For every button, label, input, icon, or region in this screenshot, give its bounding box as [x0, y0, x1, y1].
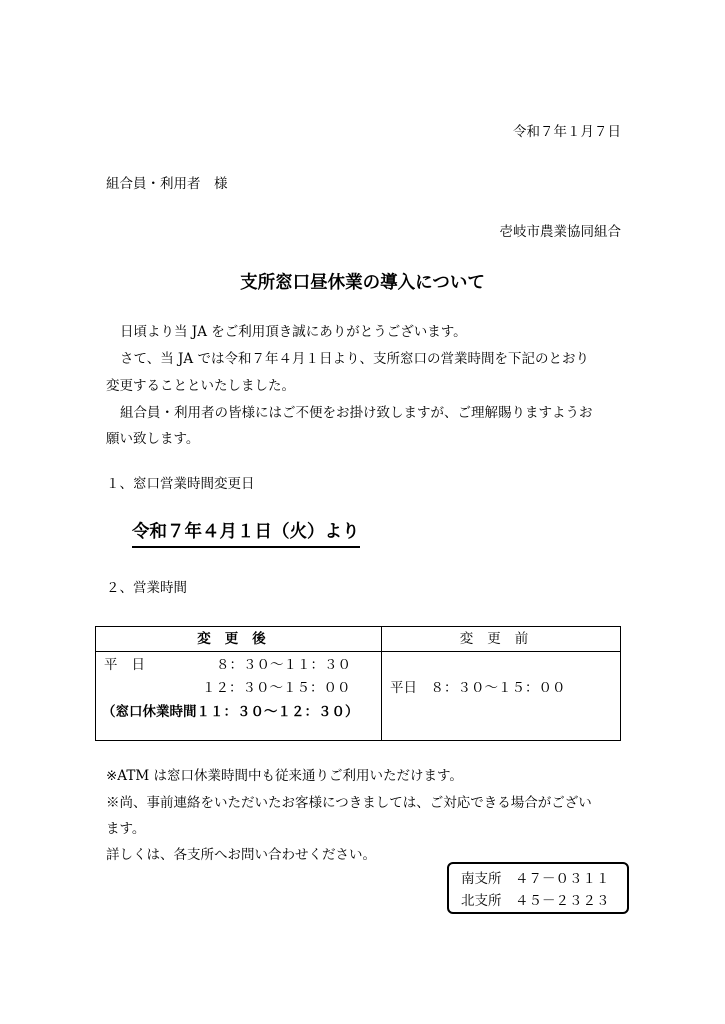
after-afternoon-hours: １２：３０～１５：００ — [202, 680, 351, 696]
note-advance-contact: ※尚、事前連絡をいただいたお客様につきましては、ご対応できる場合がござい — [106, 795, 592, 811]
before-change-hours: 平日 ８：３０～１５：００ — [390, 680, 566, 696]
header-before-change: 変更前 — [459, 631, 543, 647]
weekday-label: 平日 — [104, 657, 159, 673]
sender-organization: 壱岐市農業協同組合 — [499, 224, 621, 240]
table-header-divider — [96, 651, 620, 652]
business-hours-table — [95, 626, 621, 741]
note-atm: ※ATM は窓口休業時間中も従来通りご利用いただけます。 — [106, 768, 463, 784]
note-advance-contact-cont: ます。 — [106, 821, 146, 837]
addressee: 組合員・利用者 様 — [106, 176, 228, 192]
contact-north-branch: 北支所 ４５－２３２３ — [461, 893, 610, 909]
body-paragraph-2-cont: 変更することといたしました。 — [106, 378, 295, 394]
body-paragraph-3-cont: 願い致します。 — [106, 431, 200, 447]
document-date: 令和７年１月７日 — [513, 124, 621, 140]
body-paragraph-3: 組合員・利用者の皆様にはご不便をお掛け致しますが、ご理解賜りますようお — [120, 405, 593, 421]
body-paragraph-2: さて、当 JA では令和７年４月１日より、支所窓口の営業時間を下記のとおり — [120, 351, 589, 367]
branch-contact-box — [447, 862, 629, 914]
note-inquiry: 詳しくは、各支所へお問い合わせください。 — [106, 847, 376, 863]
after-morning-hours: ８：３０～１１：３０ — [216, 657, 351, 673]
section-1-heading: １、窓口営業時間変更日 — [106, 476, 255, 492]
contact-south-branch: 南支所 ４７－０３１１ — [461, 871, 610, 887]
effective-date: 令和７年４月１日（火）より — [132, 524, 360, 548]
lunch-break-hours: （窓口休業時間１１：３０～１２：３０） — [102, 704, 359, 720]
body-paragraph-1: 日頃より当 JA をご利用頂き誠にありがとうございます。 — [120, 324, 467, 340]
document-title: 支所窓口昼休業の導入について — [240, 273, 485, 293]
section-2-heading: ２、営業時間 — [106, 580, 187, 596]
header-after-change: 変更後 — [197, 631, 280, 647]
